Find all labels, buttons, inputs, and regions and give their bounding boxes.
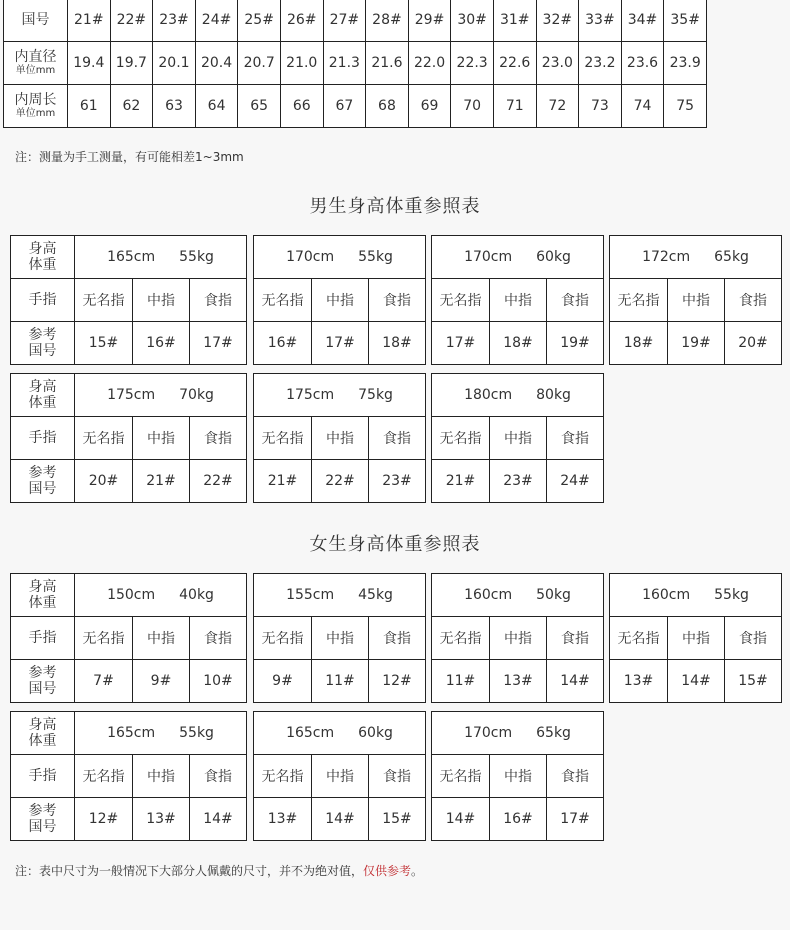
index-finger: 食指 [190,617,247,660]
size-value: 14# [312,798,369,841]
size-value: 20# [75,460,133,503]
size-table-row [4,42,707,85]
card-hw-row [254,712,426,755]
disclaimer-suffix: 。 [411,864,424,878]
size-value: 15# [75,322,133,365]
size-cell: 65 [238,85,281,128]
ring-finger: 无名指 [75,417,133,460]
height-weight-cell [75,712,247,755]
size-cell: 20.7 [238,42,281,85]
size-row-header [4,42,68,85]
size-cell: 23# [153,0,196,42]
reference-label: 参考 [28,665,57,681]
card-hw-row [11,236,247,279]
middle-finger: 中指 [133,279,190,322]
card-finger-row [432,755,604,798]
reference-size-label [11,460,75,503]
card-size-row [254,798,426,841]
middle-finger: 中指 [133,755,190,798]
ring-finger: 无名指 [75,617,133,660]
size-cell: 21.6 [366,42,409,85]
size-value: 15# [369,798,426,841]
ring-finger: 无名指 [75,755,133,798]
size-cell: 19.4 [68,42,111,85]
height-weight-label [11,712,75,755]
size-value: 18# [490,322,547,365]
size-value: 17# [432,322,490,365]
size-cell: 24# [195,0,238,42]
male-card [431,235,604,365]
size-value: 9# [133,660,190,703]
female-card [10,711,247,841]
card-finger-row [254,279,426,322]
middle-finger: 中指 [668,279,725,322]
size-cell: 21.3 [323,42,366,85]
height-value: 170cm [286,249,335,265]
female-card [609,573,782,703]
middle-finger: 中指 [490,617,547,660]
size-label: 国号 [28,343,57,359]
middle-finger: 中指 [312,755,369,798]
size-cell: 22.3 [451,42,494,85]
size-value: 14# [547,660,604,703]
card-finger-row [432,417,604,460]
index-finger: 食指 [547,417,604,460]
card-size-row [610,660,782,703]
card-finger-row [432,279,604,322]
size-row-unit: 单位mm [15,108,56,119]
weight-value: 55kg [358,249,393,265]
ring-finger: 无名指 [75,279,133,322]
male-card [609,235,782,365]
size-value: 13# [490,660,547,703]
male-card [253,373,426,503]
finger-label: 手指 [11,755,75,798]
male-card [10,373,247,503]
card-hw-row [254,236,426,279]
height-value: 165cm [107,725,156,741]
ring-finger: 无名指 [254,617,312,660]
size-label: 国号 [28,481,57,497]
size-value: 12# [369,660,426,703]
ring-finger: 无名指 [432,617,490,660]
card-finger-row [11,755,247,798]
size-cell: 75 [664,85,707,128]
measurement-note: 注：测量为手工测量，有可能相差1~3mm [15,150,244,164]
card-finger-row [254,755,426,798]
size-value: 23# [490,460,547,503]
size-value: 16# [254,322,312,365]
card-finger-row [11,617,247,660]
size-cell: 73 [579,85,622,128]
height-weight-cell [432,236,604,279]
index-finger: 食指 [369,617,426,660]
middle-finger: 中指 [490,755,547,798]
ring-finger: 无名指 [610,617,668,660]
card-finger-row [254,617,426,660]
size-cell: 64 [195,85,238,128]
index-finger: 食指 [190,755,247,798]
size-value: 14# [432,798,490,841]
height-label: 身高 [28,379,57,395]
weight-value: 50kg [536,587,571,603]
size-cell: 32# [536,0,579,42]
size-cell: 28# [366,0,409,42]
ring-size-table [3,0,707,128]
weight-value: 60kg [536,249,571,265]
female-card [431,711,604,841]
male-section-title: 男生身高体重参照表 [309,196,481,217]
male-card [253,235,426,365]
card-hw-row [610,574,782,617]
middle-finger: 中指 [668,617,725,660]
card-size-row [610,322,782,365]
card-size-row [11,660,247,703]
card-hw-row [11,574,247,617]
ring-finger: 无名指 [254,755,312,798]
height-value: 150cm [107,587,156,603]
size-cell: 31# [493,0,536,42]
size-value: 13# [133,798,190,841]
size-value: 16# [133,322,190,365]
size-label: 国号 [28,819,57,835]
height-value: 155cm [286,587,335,603]
card-hw-row [610,236,782,279]
card-size-row [11,798,247,841]
card-size-row [11,460,247,503]
card-hw-row [254,374,426,417]
middle-finger: 中指 [133,417,190,460]
male-card [10,235,247,365]
card-size-row [432,460,604,503]
size-row-unit: 单位mm [15,65,56,76]
finger-label: 手指 [11,617,75,660]
height-value: 175cm [286,387,335,403]
weight-value: 55kg [179,249,214,265]
card-finger-row [610,617,782,660]
size-cell: 23.6 [621,42,664,85]
weight-value: 60kg [358,725,393,741]
card-hw-row [254,574,426,617]
size-cell: 33# [579,0,622,42]
card-size-row [254,460,426,503]
size-cell: 25# [238,0,281,42]
height-weight-cell [610,236,782,279]
ring-finger: 无名指 [432,279,490,322]
weight-label: 体重 [28,395,57,411]
size-cell: 70 [451,85,494,128]
finger-label: 手指 [11,279,75,322]
weight-value: 65kg [714,249,749,265]
female-section-title: 女生身高体重参照表 [309,534,481,555]
size-cell: 21# [68,0,111,42]
size-value: 12# [75,798,133,841]
height-value: 170cm [464,725,513,741]
size-value: 17# [312,322,369,365]
female-card [253,711,426,841]
height-weight-cell [254,236,426,279]
card-finger-row [11,417,247,460]
reference-label: 参考 [28,465,57,481]
size-cell: 69 [408,85,451,128]
size-cell: 22.6 [493,42,536,85]
index-finger: 食指 [369,755,426,798]
card-finger-row [432,617,604,660]
card-hw-row [432,374,604,417]
size-cell: 68 [366,85,409,128]
size-value: 20# [725,322,782,365]
ring-finger: 无名指 [432,417,490,460]
index-finger: 食指 [725,279,782,322]
size-cell: 74 [621,85,664,128]
size-cell: 19.7 [110,42,153,85]
weight-value: 55kg [179,725,214,741]
weight-value: 70kg [179,387,214,403]
index-finger: 食指 [547,617,604,660]
height-weight-cell [254,374,426,417]
middle-finger: 中指 [312,279,369,322]
weight-value: 55kg [714,587,749,603]
size-row-label: 内直径 [14,49,57,65]
height-label: 身高 [28,241,57,257]
size-value: 14# [190,798,247,841]
index-finger: 食指 [547,755,604,798]
height-value: 170cm [464,249,513,265]
size-row-header [4,0,68,42]
size-cell: 67 [323,85,366,128]
size-value: 9# [254,660,312,703]
size-cell: 72 [536,85,579,128]
middle-finger: 中指 [490,417,547,460]
weight-value: 80kg [536,387,571,403]
size-value: 13# [610,660,668,703]
height-value: 160cm [642,587,691,603]
size-cell: 27# [323,0,366,42]
ring-finger: 无名指 [432,755,490,798]
card-size-row [254,660,426,703]
size-cell: 21.0 [280,42,323,85]
height-weight-label [11,236,75,279]
size-cell: 63 [153,85,196,128]
ring-finger: 无名指 [254,417,312,460]
disclaimer-highlight: 仅供参考 [363,864,412,878]
female-card [253,573,426,703]
height-value: 165cm [286,725,335,741]
card-hw-row [11,712,247,755]
index-finger: 食指 [369,417,426,460]
size-value: 24# [547,460,604,503]
size-cell: 71 [493,85,536,128]
height-weight-cell [254,712,426,755]
size-value: 17# [547,798,604,841]
size-value: 13# [254,798,312,841]
height-weight-cell [75,236,247,279]
size-value: 15# [725,660,782,703]
index-finger: 食指 [725,617,782,660]
reference-label: 参考 [28,327,57,343]
height-value: 180cm [464,387,513,403]
size-value: 22# [312,460,369,503]
height-weight-cell [610,574,782,617]
size-cell: 23.2 [579,42,622,85]
size-label: 国号 [28,681,57,697]
index-finger: 食指 [190,417,247,460]
size-cell: 35# [664,0,707,42]
height-value: 160cm [464,587,513,603]
size-value: 14# [668,660,725,703]
height-weight-cell [432,574,604,617]
size-cell: 22.0 [408,42,451,85]
size-cell: 62 [110,85,153,128]
size-value: 17# [190,322,247,365]
weight-label: 体重 [28,257,57,273]
index-finger: 食指 [547,279,604,322]
size-cell: 61 [68,85,111,128]
card-hw-row [432,236,604,279]
size-value: 23# [369,460,426,503]
disclaimer-text: 注：表中尺寸为一般情况下大部分人佩戴的尺寸，并不为绝对值， [15,864,364,878]
size-cell: 30# [451,0,494,42]
height-value: 172cm [642,249,691,265]
male-card [431,373,604,503]
reference-size-label [11,322,75,365]
card-size-row [432,660,604,703]
female-card [431,573,604,703]
reference-label: 参考 [28,803,57,819]
height-weight-cell [75,374,247,417]
size-cell: 20.4 [195,42,238,85]
index-finger: 食指 [369,279,426,322]
weight-label: 体重 [28,595,57,611]
size-cell: 23.0 [536,42,579,85]
size-cell: 34# [621,0,664,42]
size-cell: 23.9 [664,42,707,85]
weight-value: 40kg [179,587,214,603]
card-hw-row [432,574,604,617]
size-row-label: 内周长 [14,92,57,108]
size-cell: 66 [280,85,323,128]
height-weight-label [11,574,75,617]
height-weight-cell [254,574,426,617]
size-cell: 20.1 [153,42,196,85]
middle-finger: 中指 [490,279,547,322]
height-label: 身高 [28,579,57,595]
card-finger-row [254,417,426,460]
size-value: 11# [432,660,490,703]
card-size-row [432,322,604,365]
index-finger: 食指 [190,279,247,322]
size-value: 19# [547,322,604,365]
middle-finger: 中指 [133,617,190,660]
size-value: 18# [369,322,426,365]
height-value: 165cm [107,249,156,265]
reference-size-label [11,660,75,703]
size-value: 22# [190,460,247,503]
weight-value: 45kg [358,587,393,603]
size-value: 16# [490,798,547,841]
height-label: 身高 [28,717,57,733]
size-cell: 29# [408,0,451,42]
size-row-label: 国号 [21,12,50,28]
card-size-row [11,322,247,365]
size-value: 21# [133,460,190,503]
size-value: 18# [610,322,668,365]
weight-value: 65kg [536,725,571,741]
height-weight-cell [75,574,247,617]
card-hw-row [11,374,247,417]
size-value: 10# [190,660,247,703]
height-weight-cell [432,712,604,755]
weight-label: 体重 [28,733,57,749]
female-card [10,573,247,703]
middle-finger: 中指 [312,417,369,460]
size-cell: 22# [110,0,153,42]
size-value: 19# [668,322,725,365]
size-value: 21# [254,460,312,503]
size-value: 7# [75,660,133,703]
card-size-row [254,322,426,365]
card-finger-row [610,279,782,322]
size-table-row [4,85,707,128]
height-weight-cell [432,374,604,417]
size-cell: 26# [280,0,323,42]
weight-value: 75kg [358,387,393,403]
disclaimer-note [15,862,423,879]
size-value: 11# [312,660,369,703]
size-table-row [4,0,707,42]
size-value: 21# [432,460,490,503]
height-weight-label [11,374,75,417]
ring-finger: 无名指 [610,279,668,322]
ring-finger: 无名指 [254,279,312,322]
card-hw-row [432,712,604,755]
card-finger-row [11,279,247,322]
card-size-row [432,798,604,841]
reference-size-label [11,798,75,841]
height-value: 175cm [107,387,156,403]
size-row-header [4,85,68,128]
finger-label: 手指 [11,417,75,460]
middle-finger: 中指 [312,617,369,660]
